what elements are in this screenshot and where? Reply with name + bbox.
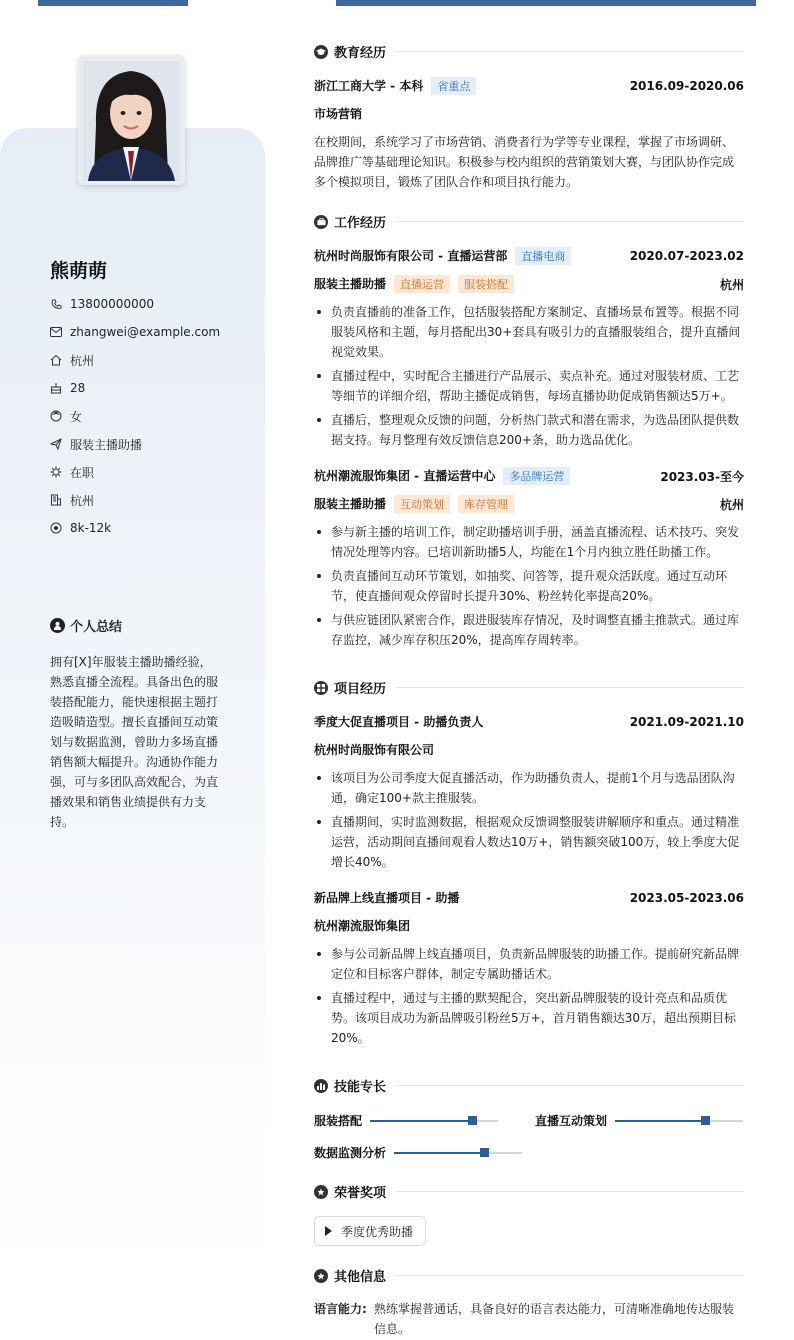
award-item-button[interactable] <box>314 1216 426 1246</box>
job-1-role: 服装主播助播 <box>314 277 387 291</box>
honors-heading <box>314 1182 744 1201</box>
info-gender-text: 女 <box>70 409 83 424</box>
project-2-date: 2023.05-2023.06 <box>629 890 744 905</box>
skill-item <box>314 1112 498 1129</box>
education-heading <box>314 42 744 61</box>
list-item: 参与新主播的培训工作，制定助播培训手册，涵盖直播流程、话术技巧、突发情况处理等内容。已培训新助播5人，均能在1个月内独立胜任助播工作。 <box>314 522 744 562</box>
info-city <box>50 486 220 514</box>
info-age <box>50 374 220 402</box>
job-1-company: 杭州时尚服饰有限公司 - 直播运营部 <box>314 249 508 263</box>
profile-photo <box>78 55 185 185</box>
info-email-text: zhangwei@example.com <box>70 325 221 339</box>
info-status <box>50 458 220 486</box>
skill-bar-knob <box>468 1116 477 1125</box>
info-gender <box>50 402 220 430</box>
section-divider <box>396 687 744 688</box>
project-1-name: 季度大促直播项目 - 助播负责人 <box>314 715 484 729</box>
projects-title: 项目经历 <box>334 682 387 697</box>
job-1-skill-tag: 直播运营 <box>394 275 450 293</box>
person-name: 熊萌萌 <box>50 260 108 282</box>
list-item: 与供应链团队紧密合作，跟进服装库存情况，及时调整直播主推款式。通过库存监控，减少库存积压20%，提高库存周转率。 <box>314 610 744 650</box>
job-2-date: 2023.03-至今 <box>660 469 744 484</box>
info-city-text: 杭州 <box>70 493 95 508</box>
award-label: 季度优秀助播 <box>341 1224 414 1239</box>
status-icon <box>50 466 62 478</box>
other-title: 其他信息 <box>334 1270 387 1285</box>
award-icon <box>314 1185 328 1199</box>
job-1-city: 杭州 <box>719 277 744 292</box>
skill-bar <box>370 1120 498 1122</box>
building-icon <box>50 494 62 506</box>
list-item: 直播过程中，通过与主播的默契配合，突出新品牌服装的设计亮点和品质优势。该项目成功为新品牌吸引粉丝5万+，首月销售额达30万，超出预期目标20%。 <box>314 988 744 1048</box>
project-1-bullets <box>314 768 744 876</box>
list-item: 直播后，整理观众反馈的问题，分析热门款式和潜在需求，为选品团队提供数据支持。每月整理有效反馈信息200+条，助力选品优化。 <box>314 410 744 450</box>
graduation-cap-icon <box>314 45 328 59</box>
briefcase-icon <box>314 215 328 229</box>
top-accent-bar-right <box>336 0 756 6</box>
other-label: 语言能力: <box>314 1302 367 1316</box>
job-1-bullets <box>314 302 744 454</box>
honors-title: 荣誉奖项 <box>334 1186 387 1201</box>
list-item: 直播期间，实时监测数据，根据观众反馈调整服装讲解顺序和重点。通过精准运营，活动期间直播间观看人数达10万+，销售额突破100万，较上季度大促增长40%。 <box>314 812 744 872</box>
list-item: 负责直播前的准备工作，包括服装搭配方案制定、直播场景布置等。根据不同服装风格和主题，每月搭配出30+套具有吸引力的直播服装组合，提升直播间视觉效果。 <box>314 302 744 362</box>
send-icon <box>50 438 62 450</box>
other-text: 熟练掌握普通话，具备良好的语言表达能力，可清晰准确地传达服装信息。 <box>374 1302 735 1336</box>
bar-chart-icon <box>314 1079 328 1093</box>
user-circle-icon <box>50 618 65 633</box>
skills-title: 技能专长 <box>334 1080 387 1095</box>
skill-bar-knob <box>480 1148 489 1157</box>
project-2-company: 杭州潮流服饰集团 <box>314 919 411 933</box>
skill-bar-fill <box>370 1120 472 1122</box>
education-tag: 省重点 <box>431 77 476 95</box>
info-email <box>50 318 220 346</box>
info-position-text: 服装主播助播 <box>70 437 143 452</box>
section-divider <box>396 51 744 52</box>
skill-bar-fill <box>394 1152 484 1154</box>
job-2-header <box>314 467 744 485</box>
job-2-city: 杭州 <box>719 497 744 512</box>
skill-name: 数据监测分析 <box>314 1146 387 1160</box>
other-heading <box>314 1266 744 1285</box>
skill-name: 直播互动策划 <box>535 1114 608 1128</box>
contact-info-list <box>50 290 220 542</box>
job-1-tag: 直播电商 <box>515 247 571 265</box>
award-icon <box>314 1269 328 1283</box>
skill-bar <box>615 1120 743 1122</box>
info-location-text: 杭州 <box>70 353 95 368</box>
info-status-text: 在职 <box>70 465 95 480</box>
top-accent-bar-left <box>38 0 188 6</box>
education-major: 市场营销 <box>314 107 363 121</box>
education-row <box>314 77 744 95</box>
project-1-header <box>314 713 744 730</box>
job-2-tag: 多品牌运营 <box>503 467 570 485</box>
list-item: 参与公司新品牌上线直播项目，负责新品牌服装的助播工作。提前研究新品牌定位和目标客户群体，制定专属助播话术。 <box>314 944 744 984</box>
job-1-header <box>314 247 744 265</box>
phone-icon <box>50 298 62 310</box>
education-date: 2016.09-2020.06 <box>629 79 744 93</box>
summary-title: 个人总结 <box>70 620 123 635</box>
project-1-company: 杭州时尚服饰有限公司 <box>314 743 435 757</box>
project-2-bullets <box>314 944 744 1052</box>
skill-name: 服装搭配 <box>314 1114 363 1128</box>
summary-heading <box>50 616 122 635</box>
skill-bar-fill <box>615 1120 705 1122</box>
skill-item <box>535 1112 743 1129</box>
grid-icon <box>314 681 328 695</box>
cake-icon <box>50 382 62 394</box>
job-2-skill-tag: 互动策划 <box>394 495 450 513</box>
list-item: 该项目为公司季度大促直播活动，作为助播负责人，提前1个月与选品团队沟通，确定100+款主推服装。 <box>314 768 744 808</box>
list-item: 直播过程中，实时配合主播进行产品展示、卖点补充。通过对服装材质、工艺等细节的详细介绍，帮助主播促成销售，每场直播协助促成销售额达5万+。 <box>314 366 744 406</box>
info-position <box>50 430 220 458</box>
education-desc: 在校期间，系统学习了市场营销、消费者行为学等专业课程，掌握了市场调研、品牌推广等基础理论知识。积极参与校内组织的营销策划大赛，与团队协作完成多个模拟项目，锻炼了团队合作和项目执行能力。 <box>314 135 735 189</box>
info-salary-text: 8k-12k <box>70 521 112 535</box>
job-1-role-row <box>314 275 744 293</box>
project-2-header <box>314 889 744 906</box>
job-2-company: 杭州潮流服饰集团 - 直播运营中心 <box>314 469 496 483</box>
home-icon <box>50 354 62 366</box>
job-1-skill-tag: 服装搭配 <box>458 275 514 293</box>
section-divider <box>396 1191 744 1192</box>
section-divider <box>396 1275 744 1276</box>
info-salary <box>50 514 220 542</box>
section-divider <box>396 1085 744 1086</box>
job-2-role-row <box>314 495 744 513</box>
job-2-skill-tag: 库存管理 <box>458 495 514 513</box>
skill-item <box>314 1144 522 1161</box>
project-1-date: 2021.09-2021.10 <box>629 714 744 729</box>
mail-icon <box>50 326 62 338</box>
skill-bar-knob <box>701 1116 710 1125</box>
section-divider <box>396 221 744 222</box>
play-icon <box>325 1226 332 1236</box>
other-info-row <box>314 1299 744 1339</box>
work-heading <box>314 212 744 231</box>
info-location <box>50 346 220 374</box>
project-2-name: 新品牌上线直播项目 - 助播 <box>314 891 460 905</box>
info-age-text: 28 <box>70 381 86 395</box>
projects-heading <box>314 678 744 697</box>
summary-text: 拥有[X]年服装主播助播经验，熟悉直播全流程。具备出色的服装搭配能力，能快速根据主题打造吸睛造型。擅长直播间互动策划与数据监测，曾助力多场直播销售额大幅提升。沟通协作能力强，可与多团队高效配合，为直播效果和销售业绩提供有力支持。 <box>50 655 219 829</box>
job-2-role: 服装主播助播 <box>314 497 387 511</box>
gender-icon <box>50 410 62 422</box>
info-phone-text: 13800000000 <box>70 297 154 311</box>
job-1-date: 2020.07-2023.02 <box>629 249 744 263</box>
info-phone <box>50 290 220 318</box>
job-2-bullets <box>314 522 744 654</box>
salary-icon <box>50 522 62 534</box>
education-title: 教育经历 <box>334 46 387 61</box>
list-item: 负责直播间互动环节策划，如抽奖、问答等，提升观众活跃度。通过互动环节，使直播间观众停留时长提升30%、粉丝转化率提高20%。 <box>314 566 744 606</box>
work-title: 工作经历 <box>334 216 387 231</box>
education-school: 浙江工商大学 - 本科 <box>314 79 424 93</box>
skill-bar <box>394 1152 522 1154</box>
skills-heading <box>314 1076 744 1095</box>
